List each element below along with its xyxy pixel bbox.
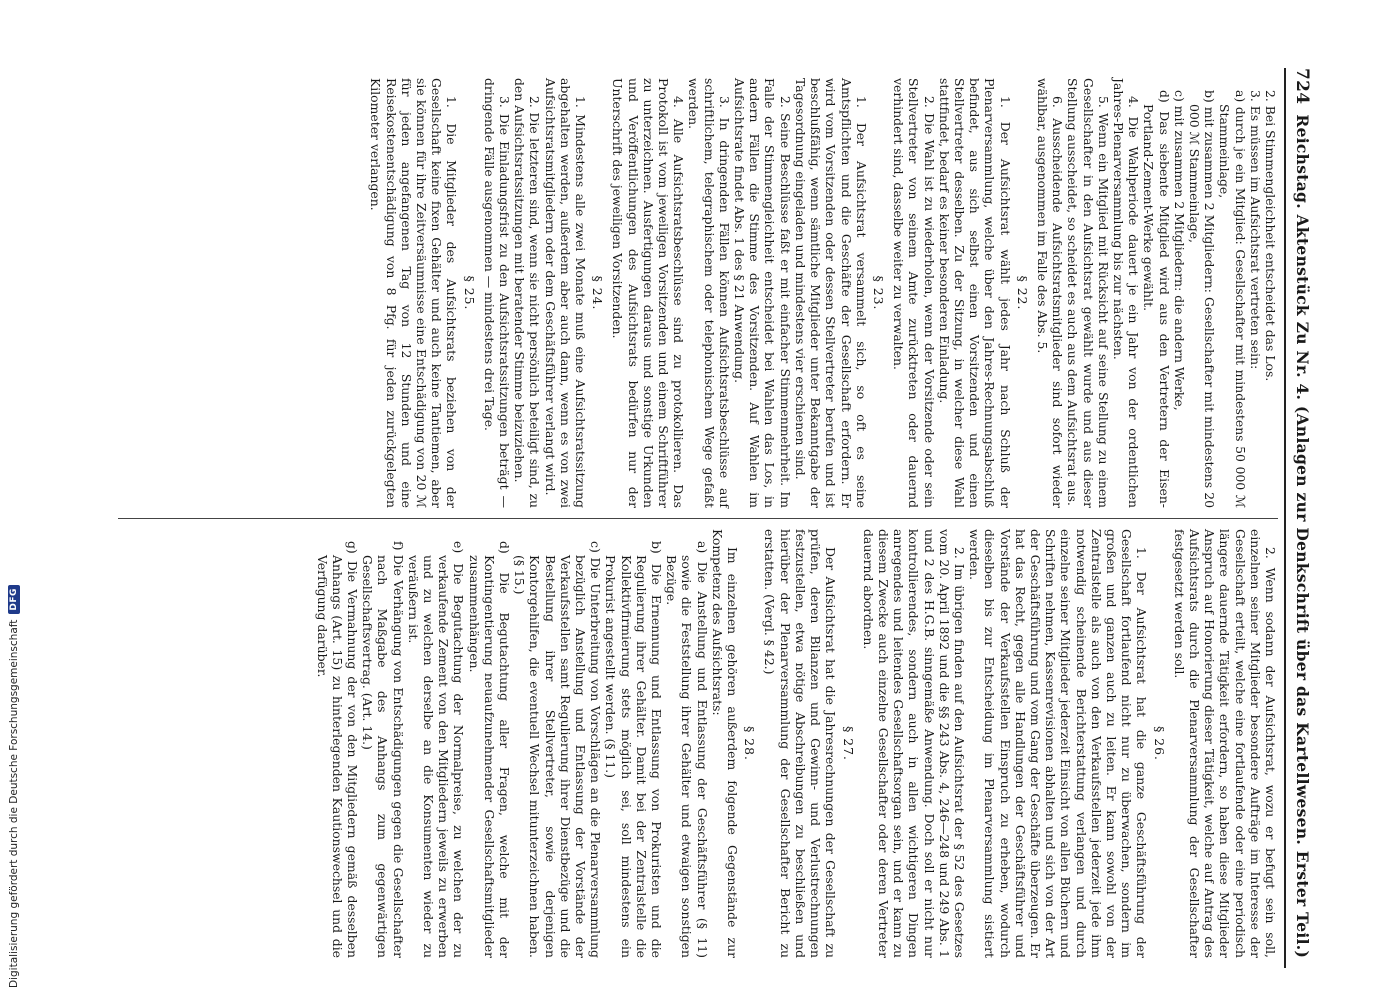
- list-item: d) Die Begutachtung aller Fragen, welche mit der Kontingentierung neuaufzunehmender Gesellschaftsmitglieder zusammenhängen.: [466, 541, 513, 958]
- paragraph: 1. Der Aufsichtsrat hat die ganze Geschäftsführung der Gesellschaft fortlaufend nicht nur zu überwachen, sondern im großen und ganzen auch zu leiten. Er kann sowohl von der Zentralstelle als auch von den Verkaufsstellen jederzeit jede ihm notwendig scheinende Berichterstattung verlangen und durch einzelne seiner Mitglieder jederzeit Einsicht von allen Büchern und Schriften nehmen, Kassenrevisionen abhalten und sich von der Art der Geschäftsführung und vom Gang der Geschäfte überzeugen. Er hat das Recht, gegen alle Handlungen der Geschäftsführer und Vorstände der Verkaufsstellen Einspruch zu erheben, wodurch dieselben bis zur Entscheidung im Plenarversammlung sistiert werden.: [967, 529, 1150, 958]
- list-item: c) mit zusammen 2 Mitgliedern: die andern Werke,: [1171, 90, 1187, 411]
- section-heading: § 26.: [1151, 726, 1167, 761]
- paragraph: 2. Im übrigen finden auf den Aufsichtsrat der § 52 des Gesetzes vom 20. April 1892 und die §§ 243 Abs. 4, 246—248 und 249 Abs. 1 und 2 des H.G.B. sinngemäße Anwendung. Doch soll er nicht nur kontrollierendes, sondern auch in allen wichtigeren Dingen anregendes und leitendes Gesellschaftsorgan sein, und er kann zu diesem Zwecke auch einzelne Gesellschafter oder deren Vertreter dauernd abordnen.: [860, 529, 967, 958]
- list-item: g) Die Vermahnung der von den Mitgliedern gemäß desselben Anhangs (Art. 15) zu hinterlegenden Kautionswechsel und die Verfügung darüber.: [314, 541, 361, 958]
- text-columns: [118, 68, 1278, 968]
- document-page: [106, 56, 1316, 980]
- right-column: [118, 518, 1278, 968]
- list-item: 2. Bei Stimmengleichheit entscheidet das Los.: [1263, 90, 1278, 382]
- dfg-logo: DFG: [8, 585, 20, 614]
- list-item: b) mit zusammen 2 Mitgliedern: Gesellschafter mit mindestens 20 000 ℳ Stammeinlage,: [1186, 90, 1218, 508]
- list-item: c) Die Unterbreitung von Vorschlägen an die Plenarversammlung bezüglich Anstellung und Entlassung der Vorstände der Verkaufsstellen samt Regulierung ihrer Dienstbezüge und die Bestellung ihrer Stellvertreter, sowie derjenigen Kontorgehilfen, die eventuell Wechsel mitunterzeichnen haben. (§ 15.): [512, 541, 604, 958]
- header-rule: [1284, 68, 1286, 968]
- list-item: a) Die Anstellung und Entlassung der Geschäftsführer (§ 11) sowie die Feststellung ihrer Gehälter und etwaigen sonstigen Bezüge.: [664, 541, 710, 958]
- section-heading: § 23.: [870, 275, 886, 311]
- paragraph: 3. Die Einladungsfrist zu den Aufsichtsratssitzungen beträgt — dringende Fälle ausgenommen — mindestens drei Tage.: [481, 78, 513, 508]
- paragraph: 2. Seine Beschlüsse faßt er mit einfacher Stimmenmehrheit. Im Falle der Stimmengleichheit entscheidet bei Wahlen das Los, in andern Fällen die Stimme des Vorsitzenden. Auf Wahlen im Aufsichtsrate findet Abs. 1 des § 21 Anwendung.: [732, 78, 793, 508]
- section-heading: § 24.: [590, 275, 606, 311]
- paragraph: 1. Die Mitglieder des Aufsichtsrats beziehen von der Gesellschaft keine fixen Gehälter und auch keine Tantiemen, aber sie können für ihre Zeitversäumnisse eine Entschädigung von 20 ℳ für jeden angefangenen Tag von 12 Stunden und eine Reisekostenentschädigung von 8 Pfg. für jeden zurückgelegten Kilometer verlangen.: [368, 78, 460, 508]
- list-item: a) durch je ein Mitglied: Gesellschafter mit mindestens 50 000 ℳ Stammeinlage,: [1217, 90, 1248, 508]
- paragraph: 1. Mindestens alle zwei Monate muß eine Aufsichtsratssitzung abgehalten werden, außerdem aber auch dann, wenn es von zwei Aufsichtsratsmitgliedern oder dem Geschäftsführer verlangt wird.: [542, 78, 589, 508]
- paragraph: 3. In dringenden Fällen können Aufsichtsratsbeschlüsse auf schriftlichem, telegraphischem oder telephonischem Wege gefaßt werden.: [686, 78, 732, 508]
- list-item: b) Die Ernennung und Entlassung von Prokuristen und die Regulierung ihrer Gehälter. Damit bei der Zentralstelle die Kollektivfirmierung stets möglich sei, soll mindestens ein Prokurist angestellt werden. (§ 11.): [603, 541, 665, 958]
- paragraph: 2. Die letzteren sind, wenn sie nicht persönlich beteiligt sind, zu den Aufsichtsratssitzungen mit beratender Stimme beizuziehen.: [512, 78, 543, 508]
- digitization-credit: [8, 585, 20, 988]
- paragraph: 2. Die Wahl ist zu wiederholen, wenn der Vorsitzende oder sein Stellvertreter von seinem Amte zurücktreten oder dauernd verhindert sind, dasselbe weiter zu verwalten.: [891, 78, 937, 508]
- paragraph: 1. Der Aufsichtsrat wählt jedes Jahr nach Schluß der Plenarversammlung, welche über den Jahres-Rechnungsabschluß befindet, aus sich selbst einen Vorsitzenden und einen Stellvertreter desselben. Zu der Sitzung, in welcher diese Wahl stattfindet, bedarf es keiner besonderen Einladung.: [936, 78, 1013, 508]
- list-item: f) Die Verhängung von Entschädigungen gegen die Gesellschafter nach Maßgabe des Anhangs zum gegenwärtigen Gesellschaftsvertrag. (Art. 14.): [360, 541, 406, 958]
- section-heading: § 25.: [461, 275, 477, 311]
- left-column: [118, 68, 1278, 518]
- list-item: 3. Es müssen im Aufsichtsrat vertreten sein:: [1247, 90, 1263, 370]
- section-heading: § 28.: [742, 726, 758, 761]
- paragraph: 1. Der Aufsichtsrat versammelt sich, so oft es seine Amtspflichten und die Geschäfte der Gesellschaft erfordern. Er wird vom Vorsitzenden oder dessen Stellvertreter berufen und ist beschlußfähig, wenn sämtliche Mitglieder unter Bekanntgabe der Tagesordnung eingeladen und mindestens vier erschienen sind.: [792, 78, 869, 508]
- list-item: d) Das siebente Mitglied wird aus den Vertretern der Eisen-Portland-Zement-Werke gewählt.: [1141, 90, 1172, 508]
- paragraph: 5. Wenn ein Mitglied mit Rücksicht auf seine Stellung zu einem Gesellschafter in den Aufsichtsrat gewählt wurde und aus dieser Stellung ausscheidet, so scheidet es auch aus dem Aufsichtsrat aus.: [1065, 78, 1111, 508]
- section-heading: § 22.: [1014, 275, 1030, 311]
- section-heading: § 27.: [840, 726, 856, 761]
- paragraph: 4. Alle Aufsichtsratsbeschlüsse sind zu protokollieren. Das Protokoll ist vom jeweiligen Vorsitzenden und einem Schriftführer zu unterzeichnen. Ausfertigungen daraus und sonstige Urkunden und Veröffentlichungen des Aufsichtsrats bedürfen nur der Unterschrift des jeweiligen Vorsitzenden.: [610, 78, 687, 508]
- page-number: 724: [1292, 68, 1312, 105]
- paragraph: Der Aufsichtsrat hat die Jahresrechnungen der Gesellschaft zu prüfen, deren Bilanzen und Gewinn- und Verlustrechnungen festzustellen, etwa nötige Abschreibungen zu beschließen und hierüber der Plenarversammlung der Gesellschafter Bericht zu erstatten. (Vergl. § 42.): [762, 529, 839, 958]
- paragraph: 4. Die Wahlperiode dauert je ein Jahr von der ordentlichen Jahres-Plenarversammlung bis zur nächsten.: [1110, 78, 1142, 508]
- page-header: [1288, 68, 1316, 968]
- paragraph: 2. Wenn sodann der Aufsichtsrat, wozu er befugt sein soll, einzelnen seiner Mitglieder besondere Aufträge im Interesse der Gesellschaft erteilt, welche eine fortlaufende oder eine periodisch längere dauernde Tätigkeit erfordern, so haben diese Mitglieder Anspruch auf Honorierung dieser Tätigkeit, welche auf Antrag des Aufsichtsrats durch die Plenarversammlung der Gesellschafter festgesetzt werden soll.: [1171, 529, 1278, 958]
- credit-text: Digitalisierung gefördert durch die Deutsche Forschungsgemeinschaft: [8, 619, 20, 988]
- running-title: Reichstag. Aktenstück Zu Nr. 4. (Anlagen zur Denkschrift über das Kartellwesen. Erster Teil.): [1293, 114, 1312, 959]
- paragraph: Im einzelnen gehören außerdem folgende Gegenstände zur Kompetenz des Aufsichtsrats:: [709, 529, 741, 958]
- paragraph: 6. Ausscheidende Aufsichtsratsmitglieder sind sofort wieder wählbar, ausgenommen im Falle des Abs. 5.: [1034, 78, 1066, 508]
- list-item: e) Die Begutachtung der Normalpreise, zu welchen der zu verkaufende Zement von den Mitgliedern jeweils zu erwerben und zu welchen derselbe an die Konsumenten wieder zu veräußern ist.: [405, 541, 467, 958]
